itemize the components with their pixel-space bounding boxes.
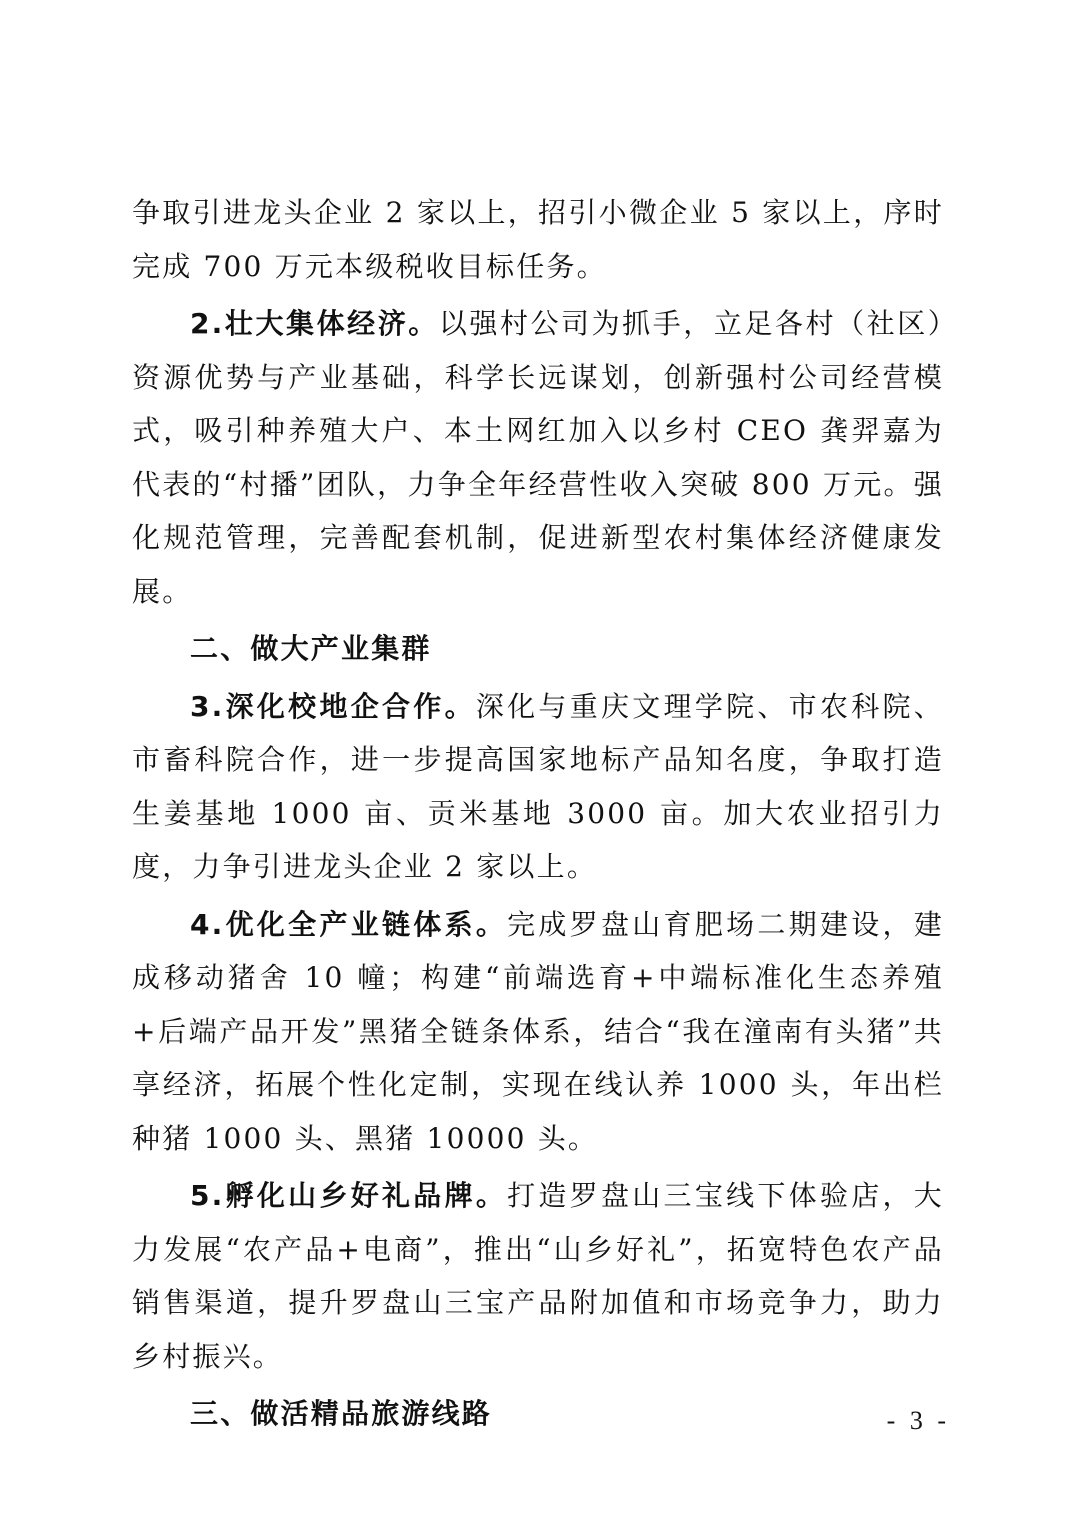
paragraph-text: 争取引进龙头企业 2 家以上，招引小微企业 5 家以上，序时完成 700 万元本级税收目标任务。 — [132, 196, 944, 283]
section-heading-2: 二、做大产业集群 — [190, 632, 432, 665]
paragraph-text: 打造罗盘山三宝线下体验店，大力发展“农产品+电商”，推出“山乡好礼”，拓宽特色农产品销售渠道，提升罗盘山三宝产品附加值和市场竞争力，助力乡村振兴。 — [132, 1179, 944, 1373]
item-heading: 5.孵化山乡好礼品牌。 — [190, 1179, 508, 1212]
paragraph-text: 深化与重庆文理学院、市农科院、市畜科院合作，进一步提高国家地标产品知名度，争取打造生姜基地 1000 亩、贡米基地 3000 亩。加大农业招引力度，力争引进龙头企业 2 家以上。 — [132, 689, 944, 883]
page-number: - 3 - — [886, 1406, 950, 1435]
paragraph-item-4 — [132, 898, 944, 1166]
document-body — [132, 186, 944, 1445]
item-heading: 4.优化全产业链体系。 — [190, 907, 508, 941]
paragraph-item-5 — [132, 1169, 944, 1383]
paragraph — [132, 186, 944, 293]
paragraph-text: 完成罗盘山育肥场二期建设，建成移动猪舍 10 幢；构建“前端选育+中端标准化生态养殖+后端产品开发”黑猪全链条体系，结合“我在潼南有头猪”共享经济，拓展个性化定制，实现在线认养 1000 头，年出栏种猪 1000 头、黑猪 10000 头。 — [132, 907, 944, 1155]
paragraph-text: 以强村公司为抓手，立足各村（社区）资源优势与产业基础，科学长远谋划，创新强村公司经营模式，吸引种养殖大户、本土网红加入以乡村 CEO 龚羿嘉为代表的“村播”团队，力争全年经营性收入突破 800 万元。强化规范管理，完善配套机制，促进新型农村集体经济健康发展。 — [132, 307, 944, 608]
item-heading: 2.壮大集体经济。 — [190, 307, 439, 340]
item-heading: 3.深化校地企合作。 — [190, 689, 476, 723]
paragraph-item-3 — [132, 680, 944, 894]
section-heading-3: 三、做活精品旅游线路 — [190, 1397, 493, 1430]
paragraph-item-2 — [132, 297, 944, 618]
